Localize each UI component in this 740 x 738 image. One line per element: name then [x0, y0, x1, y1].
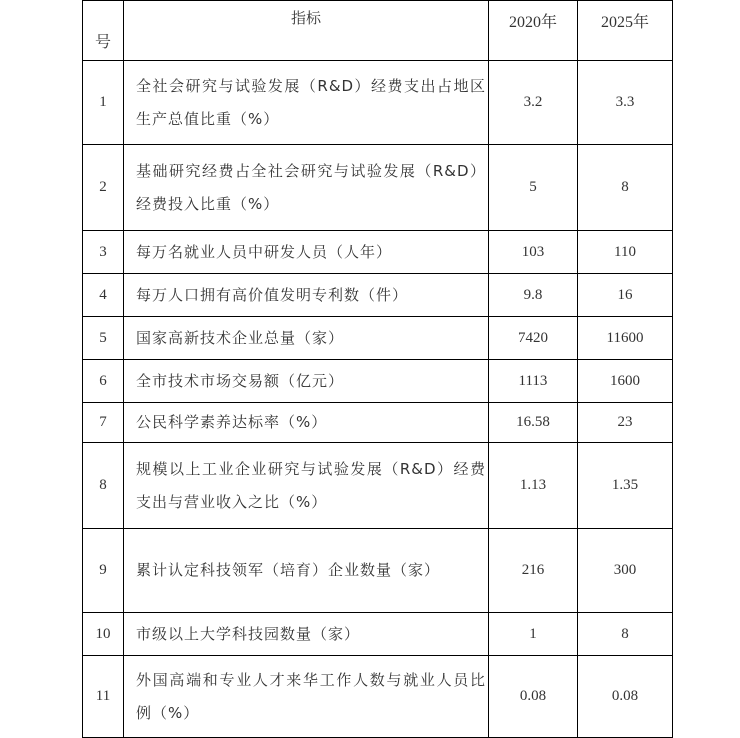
row-indicator: 公民科学素养达标率（%）: [124, 403, 489, 443]
value-2025: 110: [578, 231, 673, 274]
value-2020: 3.2: [489, 61, 578, 145]
value-2025: 3.3: [578, 61, 673, 145]
row-number: 10: [83, 613, 124, 656]
value-2020: 1113: [489, 360, 578, 403]
row-number: 2: [83, 145, 124, 231]
row-number: 1: [83, 61, 124, 145]
row-indicator: 外国高端和专业人才来华工作人数与就业人员比例（%）: [124, 656, 489, 738]
table-row: [83, 360, 673, 403]
value-2020: 5: [489, 145, 578, 231]
value-2020: 103: [489, 231, 578, 274]
value-2025: 23: [578, 403, 673, 443]
table-row: [83, 231, 673, 274]
table-row: [83, 613, 673, 656]
header-2025: 2025年: [578, 1, 673, 61]
row-indicator: 每万名就业人员中研发人员（人年）: [124, 231, 489, 274]
row-number: 8: [83, 443, 124, 529]
value-2020: 0.08: [489, 656, 578, 738]
row-number: 9: [83, 529, 124, 613]
value-2020: 216: [489, 529, 578, 613]
table-row: [83, 529, 673, 613]
row-number: 4: [83, 274, 124, 317]
table-row: [83, 61, 673, 145]
value-2020: 1: [489, 613, 578, 656]
indicator-table-wrapper: [82, 0, 673, 738]
table-row: [83, 656, 673, 738]
header-2020: 2020年: [489, 1, 578, 61]
row-indicator: 累计认定科技领军（培育）企业数量（家）: [124, 529, 489, 613]
table-row: [83, 274, 673, 317]
table-row: [83, 403, 673, 443]
value-2025: 1.35: [578, 443, 673, 529]
table-row: [83, 317, 673, 360]
value-2020: 1.13: [489, 443, 578, 529]
indicator-table: [82, 0, 673, 738]
row-indicator: 每万人口拥有高价值发明专利数（件）: [124, 274, 489, 317]
value-2025: 8: [578, 145, 673, 231]
table-row: [83, 145, 673, 231]
header-no: 号: [83, 1, 124, 61]
value-2025: 8: [578, 613, 673, 656]
row-indicator: 全社会研究与试验发展（R&D）经费支出占地区生产总值比重（%）: [124, 61, 489, 145]
value-2025: 16: [578, 274, 673, 317]
row-indicator: 基础研究经费占全社会研究与试验发展（R&D）经费投入比重（%）: [124, 145, 489, 231]
value-2025: 11600: [578, 317, 673, 360]
table-row: [83, 443, 673, 529]
row-indicator: 国家高新技术企业总量（家）: [124, 317, 489, 360]
row-number: 7: [83, 403, 124, 443]
table-header-row: [83, 1, 673, 61]
row-indicator: 全市技术市场交易额（亿元）: [124, 360, 489, 403]
value-2020: 9.8: [489, 274, 578, 317]
value-2020: 7420: [489, 317, 578, 360]
row-number: 3: [83, 231, 124, 274]
row-number: 5: [83, 317, 124, 360]
header-indicator: 指标: [124, 1, 489, 61]
row-indicator: 市级以上大学科技园数量（家）: [124, 613, 489, 656]
value-2025: 300: [578, 529, 673, 613]
row-indicator: 规模以上工业企业研究与试验发展（R&D）经费支出与营业收入之比（%）: [124, 443, 489, 529]
row-number: 6: [83, 360, 124, 403]
value-2025: 1600: [578, 360, 673, 403]
value-2020: 16.58: [489, 403, 578, 443]
row-number: 11: [83, 656, 124, 738]
value-2025: 0.08: [578, 656, 673, 738]
